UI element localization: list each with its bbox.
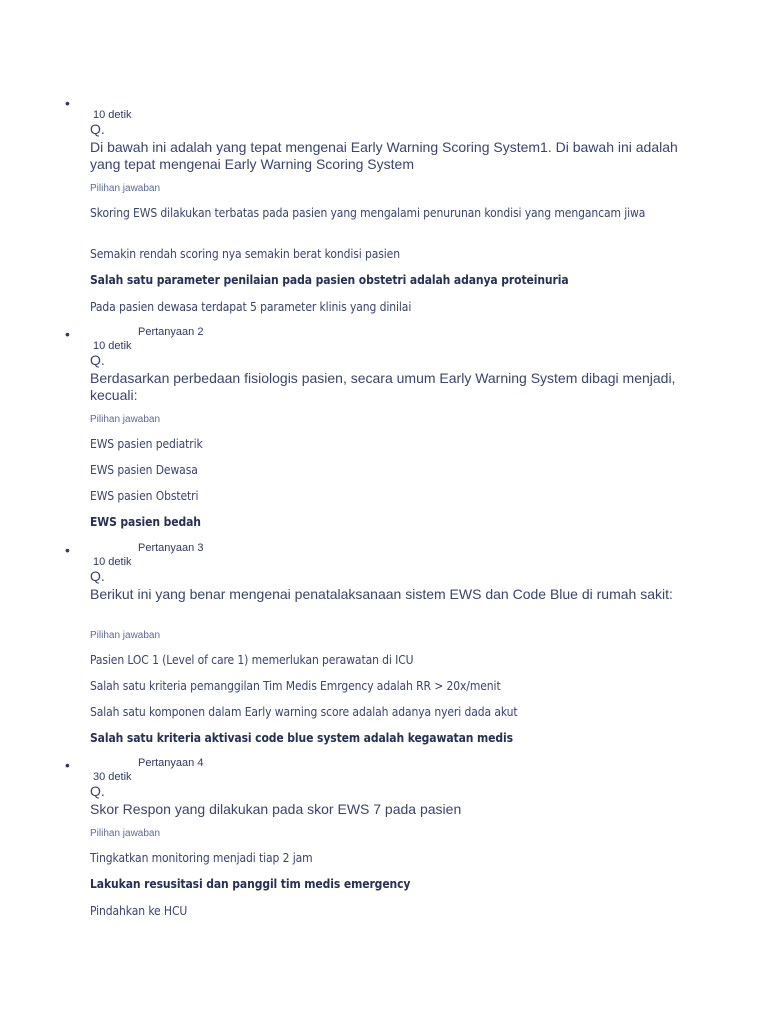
answer-option-correct[interactable]: Salah satu parameter penilaian pada pasien obstetri adalah adanya proteinuria — [90, 273, 569, 287]
bullet-icon: • — [65, 95, 70, 111]
answers-label: Pilihan jawaban — [90, 828, 161, 839]
question-text: Berdasarkan perbedaan fisiologis pasien, secara umum Early Warning System dibagi menjadi, kecuali: — [90, 370, 676, 403]
question-prefix: Q. — [90, 783, 105, 799]
answer-option[interactable]: Salah satu komponen dalam Early warning score adalah adanya nyeri dada akut — [90, 705, 518, 719]
question-text: Berikut ini yang benar mengenai penatalaksanaan sistem EWS dan Code Blue di rumah sakit: — [90, 586, 673, 602]
answer-option[interactable]: Tingkatkan monitoring menjadi tiap 2 jam — [90, 851, 313, 865]
answer-option[interactable]: EWS pasien Dewasa — [90, 463, 198, 477]
answers-label: Pilihan jawaban — [90, 630, 161, 641]
answers-label: Pilihan jawaban — [90, 414, 161, 425]
question-timer: 10 detik — [93, 109, 132, 121]
answer-option-correct[interactable]: Salah satu kriteria aktivasi code blue system adalah kegawatan medis — [90, 731, 513, 745]
question-text: Di bawah ini adalah yang tepat mengenai Early Warning Scoring System1. Di bawah ini adalah yang tepat mengenai Early Warning Scoring System — [90, 139, 678, 172]
answer-option[interactable]: EWS pasien pediatrik — [90, 437, 203, 451]
question-number: Pertanyaan 4 — [138, 757, 204, 769]
answer-option[interactable]: Semakin rendah scoring nya semakin berat kondisi pasien — [90, 247, 400, 261]
answer-option-correct[interactable]: Lakukan resusitasi dan panggil tim medis emergency — [90, 877, 411, 891]
bullet-icon: • — [65, 326, 70, 342]
answer-option[interactable]: EWS pasien Obstetri — [90, 489, 199, 503]
question-prefix: Q. — [90, 568, 105, 584]
answer-option[interactable]: Skoring EWS dilakukan terbatas pada pasien yang mengalami penurunan kondisi yang mengancam jiwa — [90, 206, 646, 220]
answers-label: Pilihan jawaban — [90, 183, 161, 194]
answer-option-correct[interactable]: EWS pasien bedah — [90, 515, 201, 529]
bullet-icon: • — [65, 757, 70, 773]
question-number: Pertanyaan 2 — [138, 326, 204, 338]
answer-option[interactable]: Pasien LOC 1 (Level of care 1) memerlukan perawatan di ICU — [90, 653, 414, 667]
question-number: Pertanyaan 3 — [138, 542, 204, 554]
question-timer: 10 detik — [93, 340, 132, 352]
question-prefix: Q. — [90, 121, 105, 137]
bullet-icon: • — [65, 542, 70, 558]
answer-option[interactable]: Salah satu kriteria pemanggilan Tim Medis Emrgency adalah RR > 20x/menit — [90, 679, 501, 693]
question-timer: 30 detik — [93, 771, 132, 783]
answer-option[interactable]: Pada pasien dewasa terdapat 5 parameter klinis yang dinilai — [90, 300, 412, 314]
question-text: Skor Respon yang dilakukan pada skor EWS 7 pada pasien — [90, 801, 462, 817]
answer-option[interactable]: Pindahkan ke HCU — [90, 904, 188, 918]
question-prefix: Q. — [90, 352, 105, 368]
question-timer: 10 detik — [93, 556, 132, 568]
